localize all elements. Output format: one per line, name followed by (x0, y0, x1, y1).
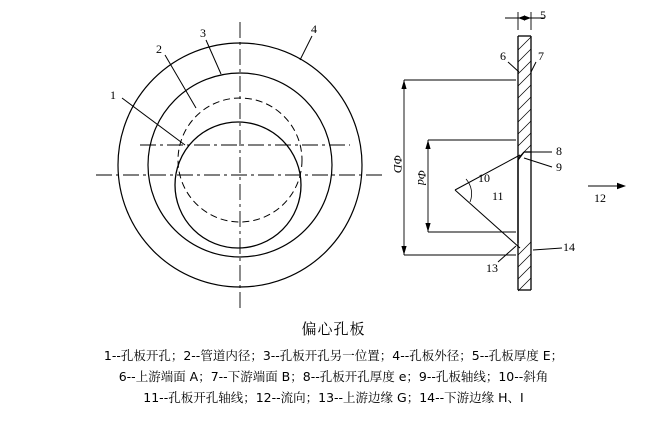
legend-line-1: 1--孔板开孔；2--管道内径；3--孔板开孔另一位置；4--孔板外径；5--孔板厚度 E； (103, 348, 564, 363)
flow-direction-arrow (588, 183, 626, 189)
callout-11: 11 (492, 189, 504, 203)
bore-diameter-dimension (425, 140, 516, 232)
legend-line-2: 6--上游端面 A；7--下游端面 B；8--孔板开孔厚度 e；9--孔板轴线；10--斜角 (118, 369, 549, 384)
figure-legend (0, 345, 667, 408)
legend-line-3: 11--孔板开孔轴线；12--流向；13--上游边缘 G；14--下游边缘 H、I (143, 390, 524, 405)
section-hatching (518, 37, 531, 291)
callout-10: 10 (478, 171, 490, 185)
callout-12: 12 (594, 191, 606, 205)
bore-bevel (518, 152, 531, 243)
callout-9: 9 (556, 160, 562, 174)
callout-3: 3 (200, 26, 206, 40)
callout-4: 4 (311, 22, 317, 36)
callout-13: 13 (486, 261, 498, 275)
callout-8: 8 (556, 144, 562, 158)
bevel-angle-lines (455, 155, 520, 248)
bore-diameter-label: Φd (415, 170, 429, 186)
callout-5: 5 (540, 8, 546, 22)
eccentric-bore-circle (175, 122, 301, 248)
callout-7: 7 (538, 49, 544, 63)
callout-2: 2 (156, 42, 162, 56)
plate-section-body (518, 36, 531, 290)
thickness-dimension (505, 12, 545, 30)
front-view-leaders (122, 36, 312, 145)
outer-diameter-label: ΦD (391, 155, 405, 173)
figure-title: 偏心孔板 (301, 320, 366, 338)
callout-14: 14 (563, 240, 575, 254)
centerlines (96, 22, 386, 310)
callout-1: 1 (110, 88, 116, 102)
callout-6: 6 (500, 49, 506, 63)
